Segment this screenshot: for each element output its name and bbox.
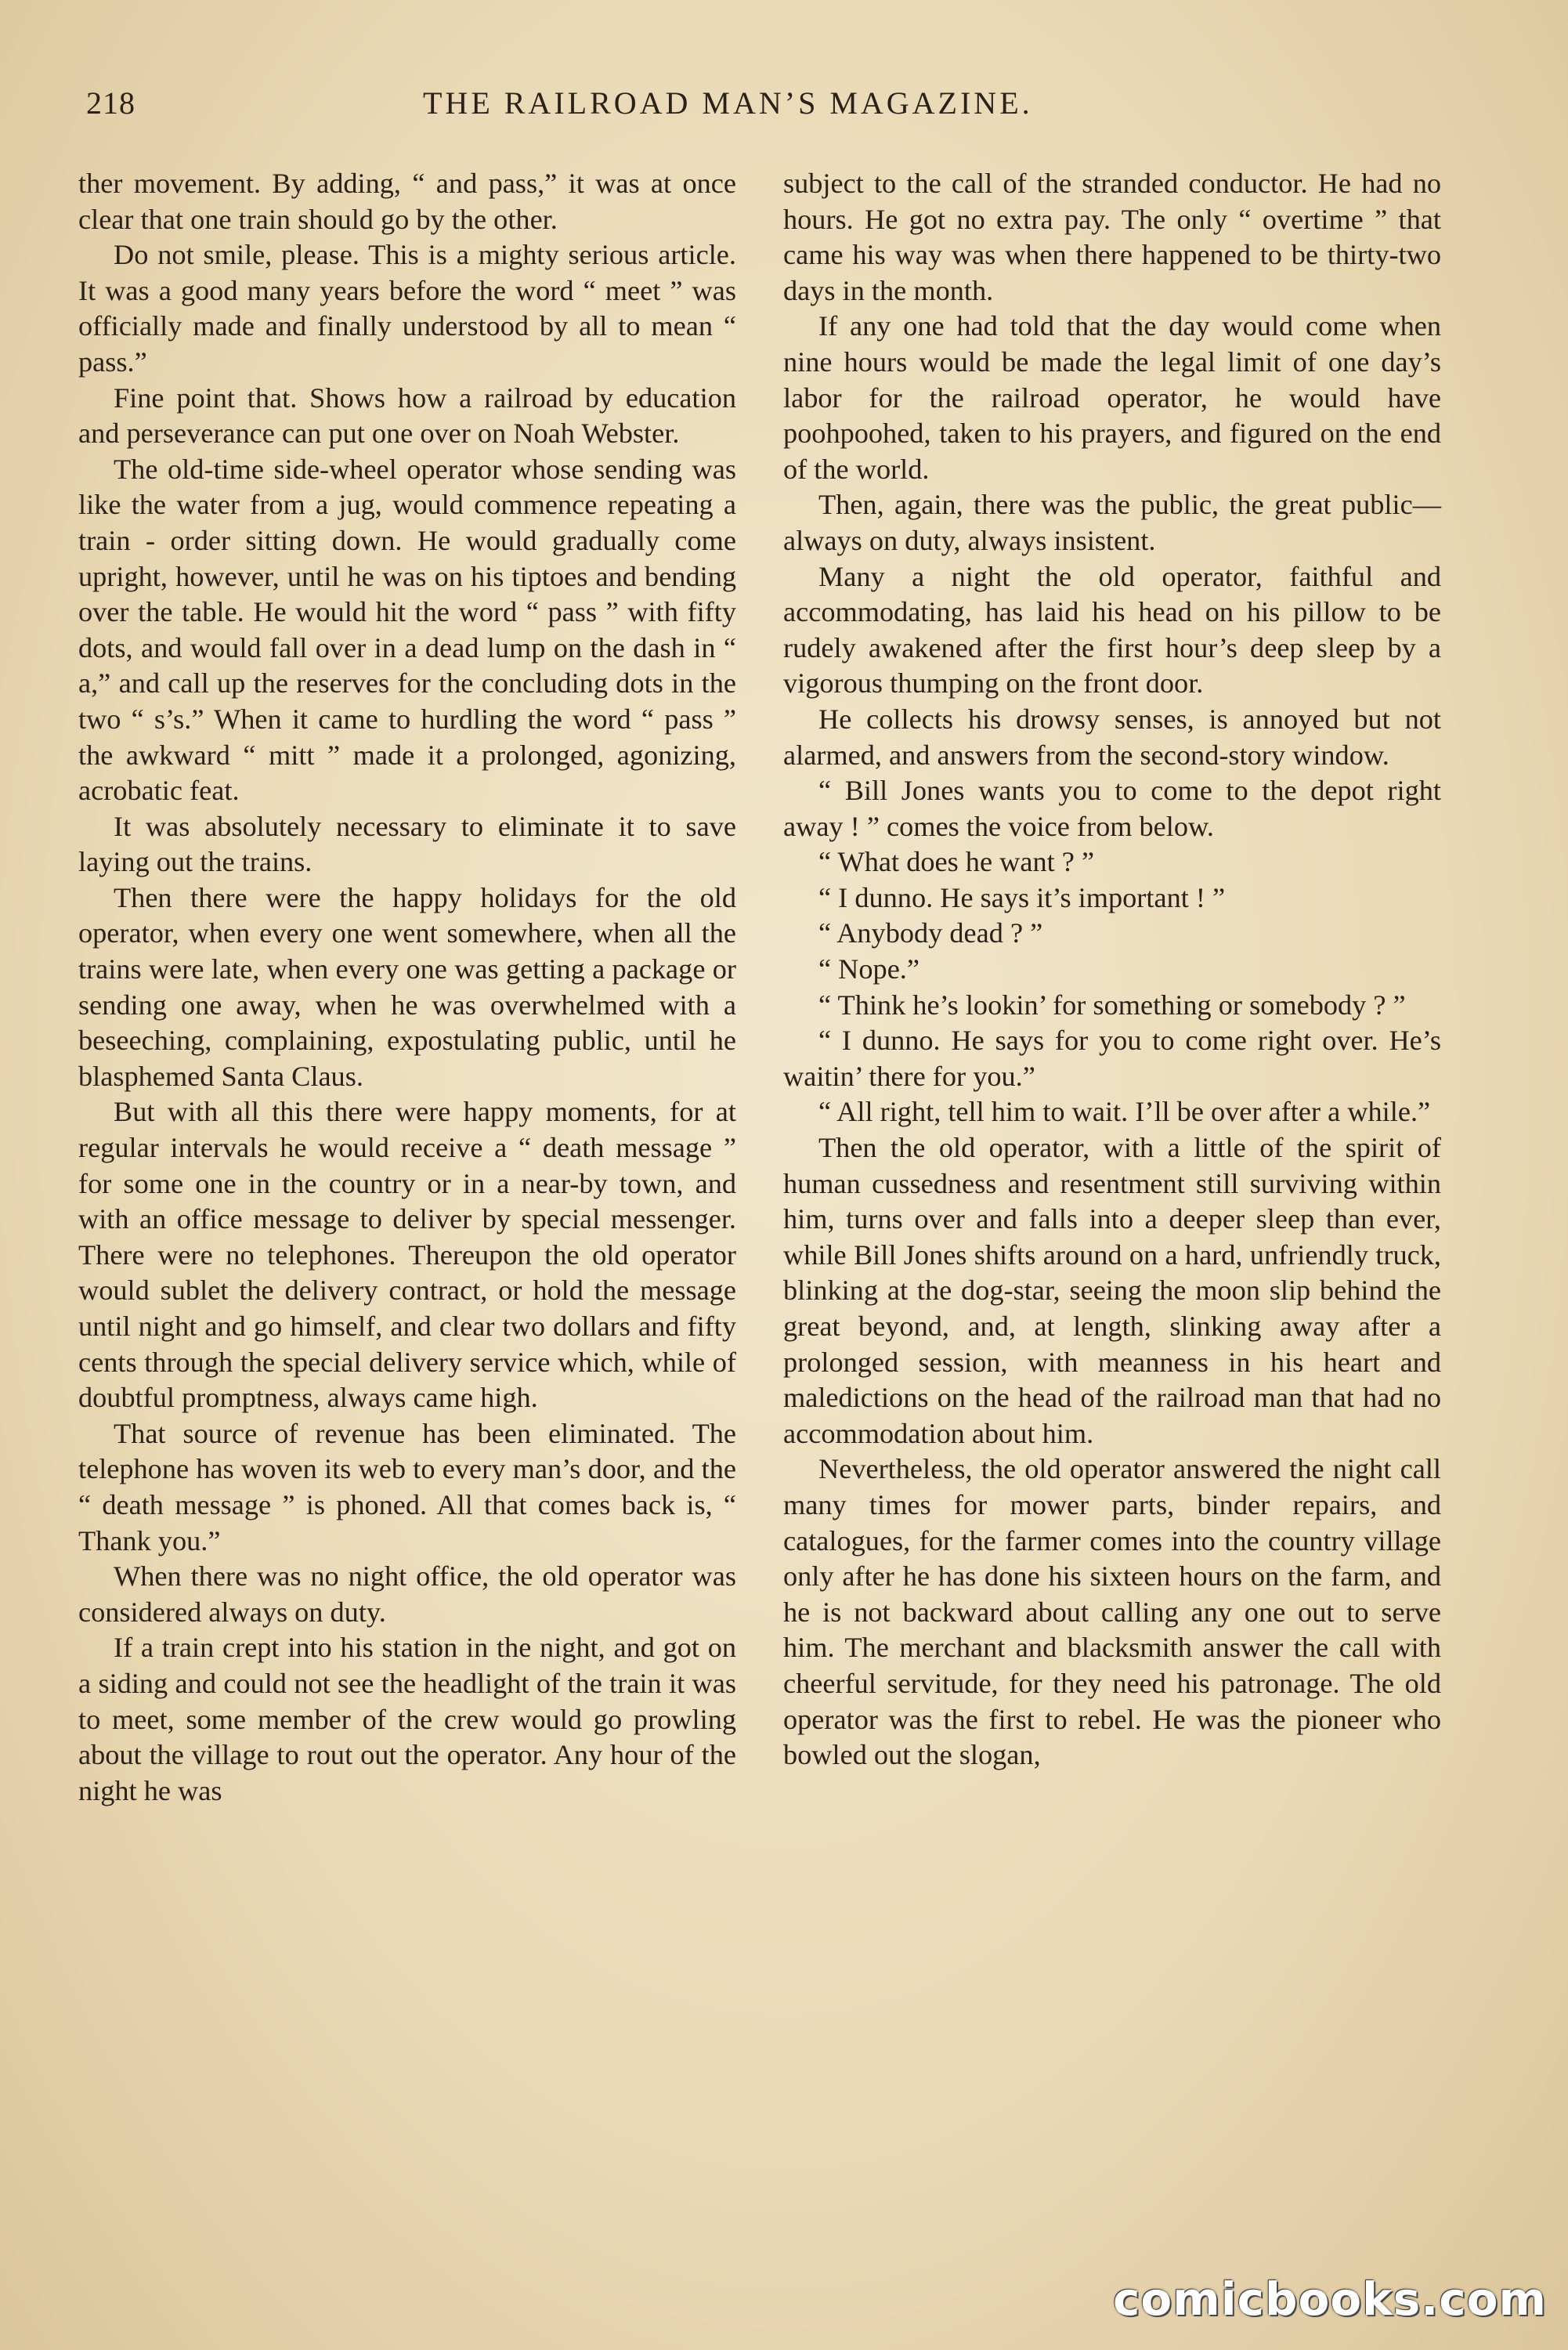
- paragraph: If a train crept into his station in the night, and got on a siding and could not see the headlight of the train it was to meet, some member of the crew would go prowling about the village to rout out the operator. Any hour of the night he was: [78, 1632, 736, 1806]
- paragraph: The old-time side-wheel operator whose sending was like the water from a jug, would commence repeating a train - order sitting down. He would gradually come upright, however, until he was on his tiptoes and bending over the table. He would hit the word “ pass ” with fifty dots, and would fall over in a dead lump on the dash in “ a,” and call up the reserves for the concluding dots in the two “ s’s.” When it came to hurdling the word “ pass ” the awkward “ mitt ” made it a prolonged, agonizing, acrobatic feat.: [78, 453, 736, 807]
- paragraph: That source of revenue has been eliminated. The telephone has woven its web to every man’s door, and the “ death message ” is phoned. All that comes back is, “ Thank you.”: [78, 1417, 736, 1556]
- paragraph: Then the old operator, with a little of the spirit of human cussedness and resentment still surviving within him, turns over and falls into a deeper sleep than ever, while Bill Jones shifts around on a hard, unfriendly truck, blinking at the dog-star, seeing the moon slip behind the great beyond, and, at length, slinking away after a prolonged session, with meanness in his heart and maledictions on the head of the railroad man that had no accommodation about him.: [783, 1132, 1441, 1449]
- paragraph: subject to the call of the stranded conductor. He had no hours. He got no extra pay. The only “ overtime ” that came his way was when there happened to be thirty-two days in the month.: [783, 168, 1441, 306]
- paragraph: If any one had told that the day would come when nine hours would be made the legal limit of one day’s labor for the railroad operator, he would have poohpoohed, taken to his prayers, and figured on the end of the world.: [783, 310, 1441, 485]
- dialogue-line: “ Anybody dead ? ”: [818, 917, 1043, 949]
- paragraph: Nevertheless, the old operator answered the night call many times for mower parts, binder repairs, and catalogues, for the farmer comes into the country village only after he has done his sixteen hours on the farm, and he is not backward about calling any one out to serve him. The merchant and blacksmith answer the call with cheerful servitude, for they need his patronage. The old operator was the first to rebel. He was the pioneer who bowled out the slogan,: [783, 1453, 1441, 1771]
- paragraph: Then there were the happy holidays for the old operator, when every one went somewhere, when all the trains were late, when every one was getting a package or sending one away, when he was overwhelmed with a beseeching, complaining, expostulating public, until he blasphemed Santa Claus.: [78, 881, 736, 1092]
- watermark-logo: comicbooks.com: [1113, 2272, 1547, 2326]
- page-number: 218: [86, 85, 135, 121]
- paragraph: Then, again, there was the public, the great public—always on duty, always insistent.: [783, 489, 1441, 556]
- running-head: THE RAILROAD MAN’S MAGAZINE.: [423, 85, 1033, 121]
- dialogue-line: “ All right, tell him to wait. I’ll be over after a while.”: [818, 1096, 1431, 1128]
- dialogue-line: “ I dunno. He says for you to come right over. He’s waitin’ there for you.”: [783, 1025, 1441, 1092]
- paragraph: ther movement. By adding, “ and pass,” it was at once clear that one train should go by the other.: [78, 168, 736, 235]
- page-header: [78, 85, 1504, 132]
- dialogue-line: “ I dunno. He says it’s important ! ”: [818, 881, 1226, 913]
- paragraph: But with all this there were happy moments, for at regular intervals he would receive a “ death message ” for some one in the country or in a near-by town, and with an office message to deliver by special messenger. There were no telephones. Thereupon the old operator would sublet the delivery contract, or hold the message until night and go himself, and clear two dollars and fifty cents through the special delivery service which, while of doubtful promptness, always came high.: [78, 1096, 736, 1414]
- paragraph: Fine point that. Shows how a railroad by education and perseverance can put one over on Noah Webster.: [78, 381, 736, 450]
- paragraph: It was absolutely necessary to eliminate it to save laying out the trains.: [78, 810, 736, 878]
- left-column: [78, 166, 736, 1809]
- paragraph: Many a night the old operator, faithful and accommodating, has laid his head on his pillow to be rudely awakened after the first hour’s deep sleep by a vigorous thumping on the front door.: [783, 560, 1441, 700]
- right-column: [783, 166, 1441, 1773]
- paragraph: “ Bill Jones wants you to come to the depot right away ! ” comes the voice from below.: [783, 775, 1441, 842]
- dialogue-line: “ What does he want ? ”: [818, 846, 1095, 878]
- paragraph: He collects his drowsy senses, is annoyed but not alarmed, and answers from the second-story window.: [783, 703, 1441, 771]
- dialogue-line: “ Nope.”: [818, 953, 919, 985]
- paragraph: Do not smile, please. This is a mighty serious article. It was a good many years before the word “ meet ” was officially made and finally understood by all to mean “ pass.”: [78, 239, 736, 378]
- dialogue-line: “ Think he’s lookin’ for something or somebody ? ”: [818, 989, 1406, 1021]
- paragraph: When there was no night office, the old operator was considered always on duty.: [78, 1560, 736, 1628]
